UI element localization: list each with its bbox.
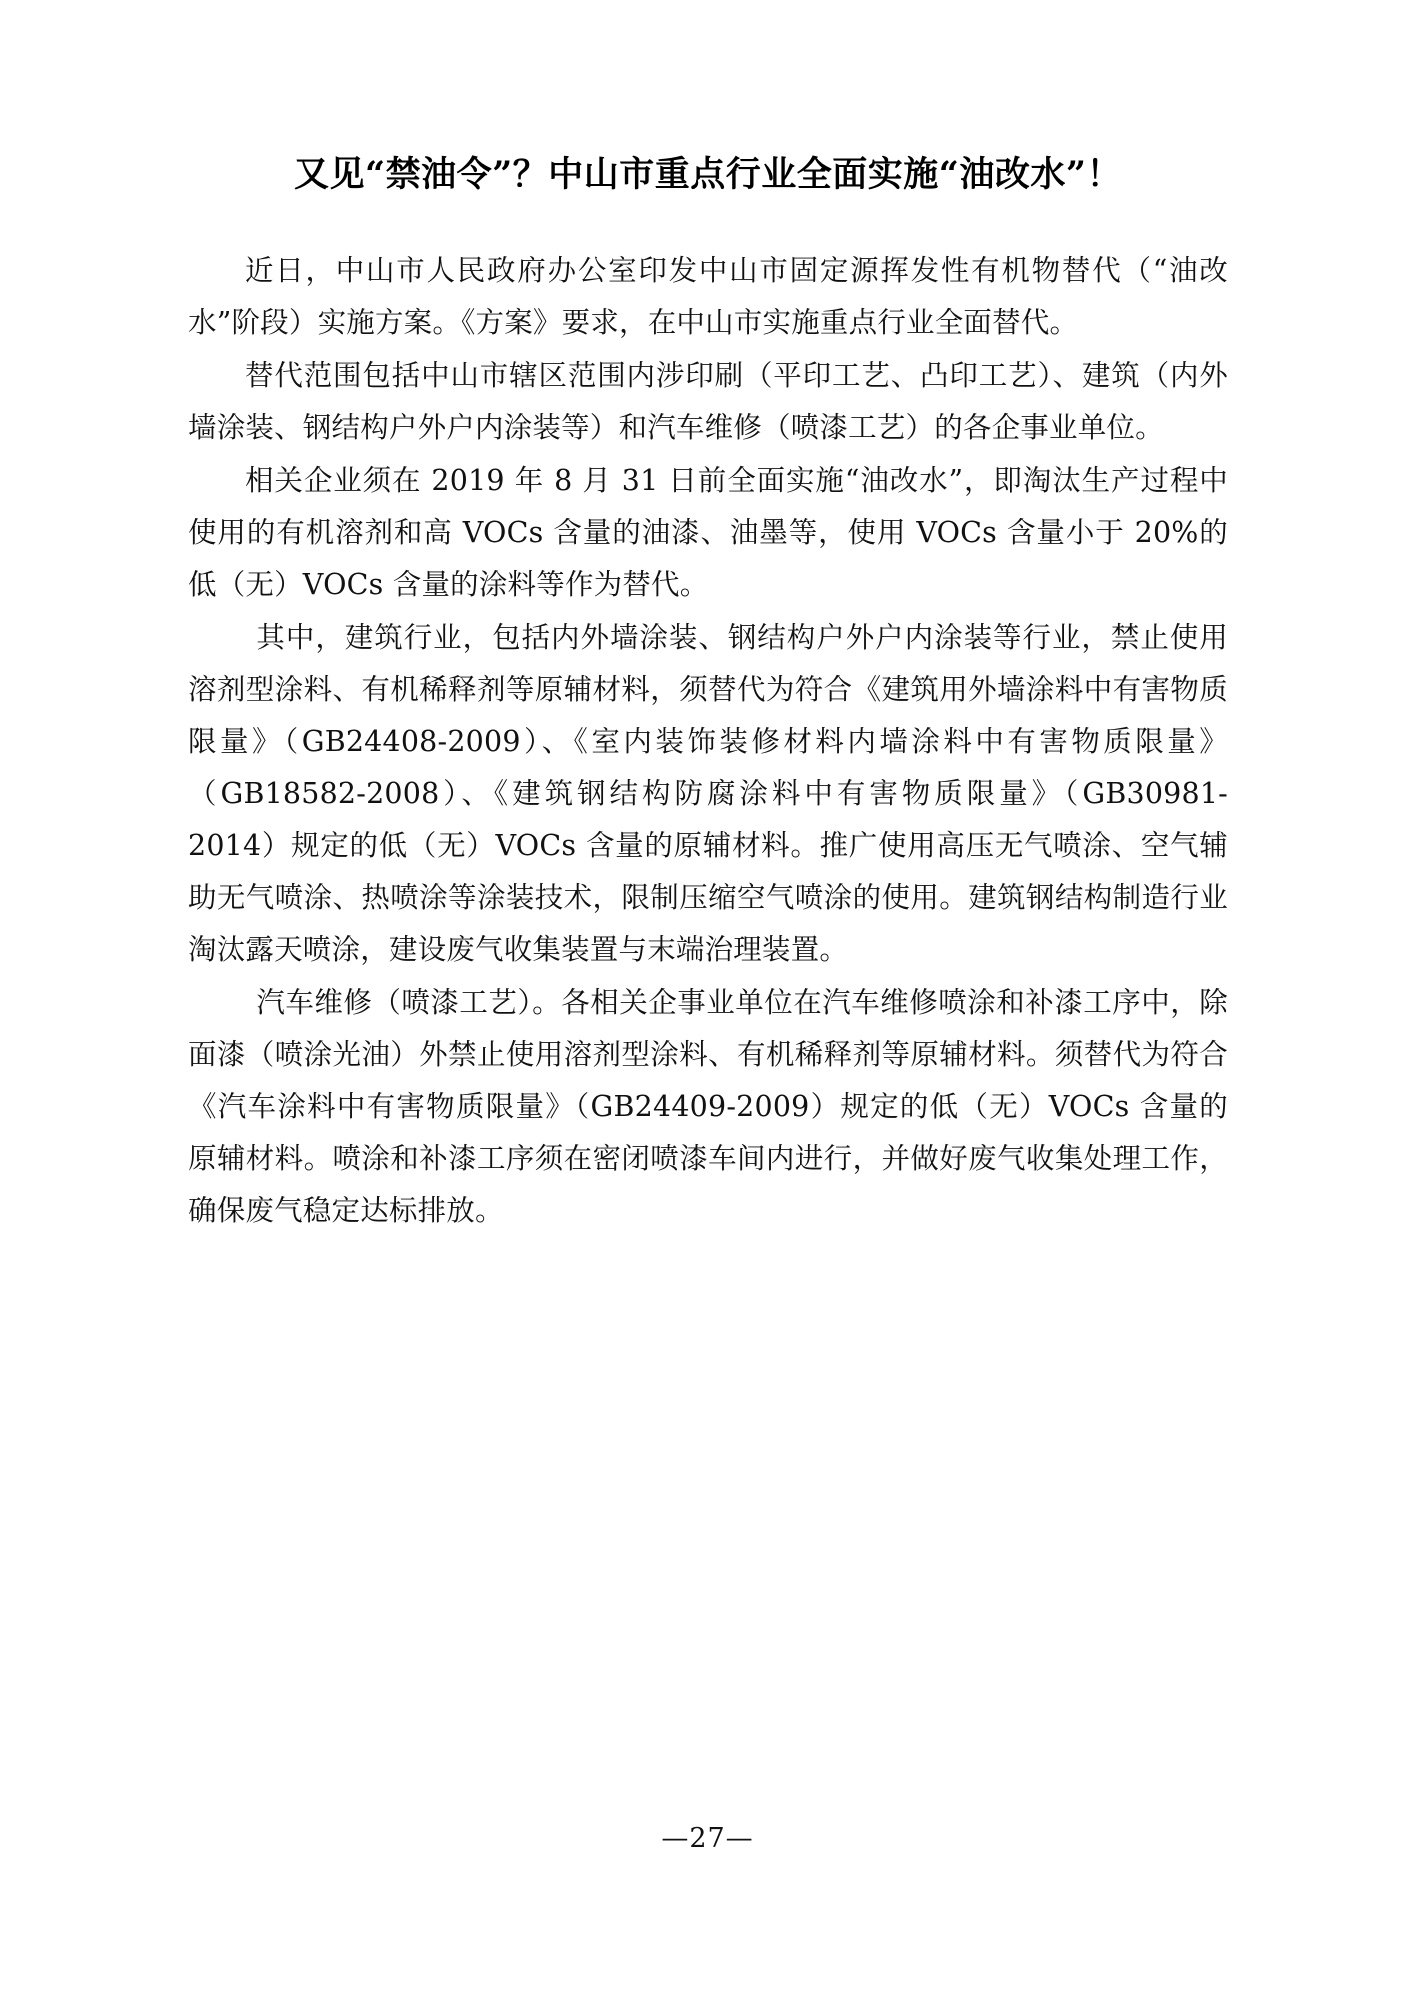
paragraph-2: 替代范围包括中山市辖区范围内涉印刷（平印工艺、凸印工艺）、建筑（内外墙涂装、钢结构户外户内涂装等）和汽车维修（喷漆工艺）的各企事业单位。 [188,359,1228,444]
paragraph-5: 汽车维修（喷漆工艺）。各相关企事业单位在汽车维修喷涂和补漆工序中，除面漆（喷涂光油）外禁止使用溶剂型涂料、有机稀释剂等原辅材料。须替代为符合《汽车涂料中有害物质限量》（GB24409-2009）规定的低（无）VOCs 含量的原辅材料。喷涂和补漆工序须在密闭喷漆车间内进行，并做好废气收集处理工作，确保废气稳定达标排放。 [188,986,1228,1227]
page-title: 又见“禁油令”？中山市重点行业全面实施“油改水”！ [293,154,1123,195]
paragraph-4: 其中，建筑行业，包括内外墙涂装、钢结构户外户内涂装等行业，禁止使用溶剂型涂料、有机稀释剂等原辅材料，须替代为符合《建筑用外墙涂料中有害物质限量》（GB24408-2009）、《室内装饰装修材料内墙涂料中有害物质限量》（GB18582-2008）、《建筑钢结构防腐涂料中有害物质限量》（GB30981-2014）规定的低（无）VOCs 含量的原辅材料。推广使用高压无气喷涂、空气辅助无气喷涂、热喷涂等涂装技术，限制压缩空气喷涂的使用。建筑钢结构制造行业淘汰露天喷涂，建设废气收集装置与末端治理装置。 [188,621,1228,966]
page-number: —27— [661,1823,754,1854]
document-body [188,150,1228,1238]
paragraph-1: 近日，中山市人民政府办公室印发中山市固定源挥发性有机物替代（“油改水”阶段）实施方案。《方案》要求，在中山市实施重点行业全面替代。 [188,254,1228,339]
paragraph-3: 相关企业须在 2019 年 8 月 31 日前全面实施“油改水”，即淘汰生产过程中使用的有机溶剂和高 VOCs 含量的油漆、油墨等，使用 VOCs 含量小于 20%的低（无）VOCs 含量的涂料等作为替代。 [188,464,1228,601]
